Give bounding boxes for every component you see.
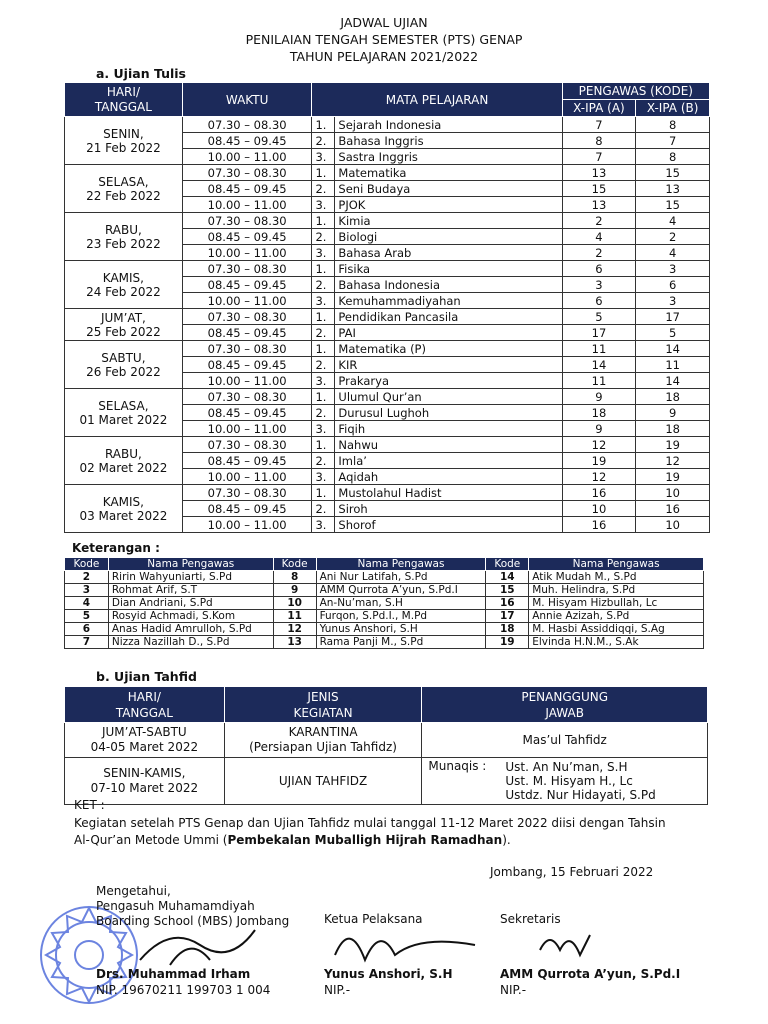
subject-cell: Siroh — [335, 501, 562, 517]
code-a-cell: 4 — [562, 229, 636, 245]
code-b-cell: 14 — [636, 373, 710, 389]
code-cell: 15 — [486, 584, 529, 597]
header-class-a: X-IPA (A) — [562, 100, 636, 117]
number-cell: 2. — [312, 405, 335, 421]
time-cell: 08.45 – 09.45 — [182, 501, 312, 517]
header-name: Nama Pengawas — [108, 558, 273, 571]
subject-cell: Biologi — [335, 229, 562, 245]
number-cell: 1. — [312, 341, 335, 357]
number-cell: 3. — [312, 197, 335, 213]
code-cell: 10 — [273, 597, 316, 610]
subject-cell: Kimia — [335, 213, 562, 229]
table-row — [65, 584, 704, 597]
number-cell: 1. — [312, 309, 335, 325]
code-b-cell: 9 — [636, 405, 710, 421]
time-cell: 07.30 – 08.30 — [182, 341, 312, 357]
name-cell: Atik Mudah M., S.Pd — [529, 571, 704, 584]
pic-cell — [422, 758, 708, 805]
code-cell: 8 — [273, 571, 316, 584]
number-cell: 3. — [312, 373, 335, 389]
document-title — [0, 14, 768, 65]
code-b-cell: 15 — [636, 197, 710, 213]
number-cell: 1. — [312, 261, 335, 277]
code-a-cell: 16 — [562, 485, 636, 501]
table-row — [65, 636, 704, 649]
code-a-cell: 2 — [562, 245, 636, 261]
day-cell: RABU, 23 Feb 2022 — [65, 213, 183, 261]
time-cell: 08.45 – 09.45 — [182, 181, 312, 197]
code-a-cell: 9 — [562, 389, 636, 405]
table-row — [65, 389, 710, 405]
name-cell: Anas Hadid Amrulloh, S.Pd — [108, 623, 273, 636]
subject-cell: Mustolahul Hadist — [335, 485, 562, 501]
time-cell: 08.45 – 09.45 — [182, 405, 312, 421]
number-cell: 3. — [312, 293, 335, 309]
kind-cell: KARANTINA (Persiapan Ujian Tahfidz) — [224, 723, 422, 758]
time-cell: 10.00 – 11.00 — [182, 149, 312, 165]
time-cell: 07.30 – 08.30 — [182, 437, 312, 453]
code-a-cell: 2 — [562, 213, 636, 229]
number-cell: 2. — [312, 133, 335, 149]
table-row — [65, 165, 710, 181]
time-cell: 10.00 – 11.00 — [182, 197, 312, 213]
header-day: HARI/ TANGGAL — [65, 83, 183, 117]
name-cell: Yunus Anshori, S.H — [316, 623, 486, 636]
header-name: Nama Pengawas — [529, 558, 704, 571]
day-cell: KAMIS, 24 Feb 2022 — [65, 261, 183, 309]
time-cell: 07.30 – 08.30 — [182, 389, 312, 405]
number-cell: 3. — [312, 421, 335, 437]
code-b-cell: 3 — [636, 293, 710, 309]
code-cell: 19 — [486, 636, 529, 649]
section-b-heading: b. Ujian Tahfid — [96, 669, 197, 684]
number-cell: 3. — [312, 469, 335, 485]
code-a-cell: 13 — [562, 165, 636, 181]
subject-cell: Sastra Inggris — [335, 149, 562, 165]
ket-line-2: Al-Qur’an Metode Ummi (Pembekalan Muballigh Hijrah Ramadhan). — [74, 833, 511, 847]
subject-cell: Durusul Lughoh — [335, 405, 562, 421]
code-b-cell: 12 — [636, 453, 710, 469]
number-cell: 3. — [312, 245, 335, 261]
table-row — [65, 571, 704, 584]
subject-cell: Fiqih — [335, 421, 562, 437]
code-cell: 5 — [65, 610, 109, 623]
section-a-heading: a. Ujian Tulis — [96, 66, 187, 81]
examiner-2: Ust. M. Hisyam H., Lc — [505, 774, 633, 788]
code-a-cell: 7 — [562, 117, 636, 133]
code-cell: 9 — [273, 584, 316, 597]
code-cell: 18 — [486, 623, 529, 636]
code-a-cell: 15 — [562, 181, 636, 197]
subject-cell: Pendidikan Pancasila — [335, 309, 562, 325]
time-cell: 10.00 – 11.00 — [182, 373, 312, 389]
name-cell: An-Nu’man, S.H — [316, 597, 486, 610]
subject-cell: Kemuhammadiyahan — [335, 293, 562, 309]
code-a-cell: 5 — [562, 309, 636, 325]
day-cell: KAMIS, 03 Maret 2022 — [65, 485, 183, 533]
name-cell: AMM Qurrota A’yun, S.Pd.I — [316, 584, 486, 597]
number-cell: 2. — [312, 453, 335, 469]
subject-cell: Fisika — [335, 261, 562, 277]
name-cell: Ririn Wahyuniarti, S.Pd — [108, 571, 273, 584]
header-day: HARI/ TANGGAL — [65, 687, 225, 723]
code-b-cell: 13 — [636, 181, 710, 197]
signature-right-icon — [530, 925, 600, 965]
time-cell: 07.30 – 08.30 — [182, 485, 312, 501]
number-cell: 3. — [312, 517, 335, 533]
time-cell: 10.00 – 11.00 — [182, 293, 312, 309]
time-cell: 08.45 – 09.45 — [182, 277, 312, 293]
ket-line-1: Kegiatan setelah PTS Genap dan Ujian Tahfidz mulai tanggal 11-12 Maret 2022 diisi dengan Tahsin — [74, 816, 666, 830]
time-cell: 10.00 – 11.00 — [182, 245, 312, 261]
table-row — [65, 485, 710, 501]
subject-cell: Matematika (P) — [335, 341, 562, 357]
subject-cell: Bahasa Indonesia — [335, 277, 562, 293]
kind-cell: UJIAN TAHFIDZ — [224, 758, 422, 805]
subject-cell: PAI — [335, 325, 562, 341]
number-cell: 1. — [312, 165, 335, 181]
time-cell: 08.45 – 09.45 — [182, 357, 312, 373]
time-cell: 07.30 – 08.30 — [182, 213, 312, 229]
table-row — [65, 341, 710, 357]
number-cell: 1. — [312, 485, 335, 501]
signer-left-nip: NIP. 19670211 199703 1 004 — [96, 983, 271, 997]
examiner-1: Ust. An Nu’man, S.H — [505, 760, 628, 774]
code-cell: 16 — [486, 597, 529, 610]
code-a-cell: 8 — [562, 133, 636, 149]
code-cell: 12 — [273, 623, 316, 636]
supervisor-table — [64, 557, 704, 649]
signer-right-name: AMM Qurrota A’yun, S.Pd.I — [500, 967, 681, 981]
code-b-cell: 8 — [636, 149, 710, 165]
name-cell: Annie Azizah, S.Pd — [529, 610, 704, 623]
code-b-cell: 11 — [636, 357, 710, 373]
day-cell: SENIN, 21 Feb 2022 — [65, 117, 183, 165]
signer-middle-nip: NIP.- — [324, 983, 351, 997]
examiner-3: Ustdz. Nur Hidayati, S.Pd — [505, 788, 656, 802]
name-cell: Nizza Nazillah D., S.Pd — [108, 636, 273, 649]
signer-left-name: Drs. Muhammad Irham — [96, 967, 251, 981]
munaqis-label: Munaqis : — [428, 759, 487, 773]
subject-cell: Imla’ — [335, 453, 562, 469]
time-cell: 07.30 – 08.30 — [182, 261, 312, 277]
number-cell: 2. — [312, 277, 335, 293]
code-b-cell: 14 — [636, 341, 710, 357]
table-row — [65, 309, 710, 325]
written-exam-table — [64, 82, 710, 533]
code-a-cell: 12 — [562, 437, 636, 453]
code-b-cell: 19 — [636, 437, 710, 453]
tahfid-table — [64, 686, 708, 805]
time-cell: 08.45 – 09.45 — [182, 453, 312, 469]
keterangan-label: Keterangan : — [72, 541, 160, 555]
code-a-cell: 9 — [562, 421, 636, 437]
table-row — [65, 597, 704, 610]
subject-cell: Aqidah — [335, 469, 562, 485]
code-a-cell: 18 — [562, 405, 636, 421]
code-b-cell: 7 — [636, 133, 710, 149]
code-cell: 11 — [273, 610, 316, 623]
code-a-cell: 11 — [562, 341, 636, 357]
code-a-cell: 7 — [562, 149, 636, 165]
name-cell: Rosyid Achmadi, S.Kom — [108, 610, 273, 623]
ket-label: KET : — [74, 798, 105, 812]
title-line-1: JADWAL UJIAN — [340, 15, 428, 30]
code-b-cell: 8 — [636, 117, 710, 133]
subject-cell: Bahasa Inggris — [335, 133, 562, 149]
table-row — [65, 610, 704, 623]
header-code: Kode — [486, 558, 529, 571]
title-line-2: PENILAIAN TENGAH SEMESTER (PTS) GENAP — [245, 32, 523, 47]
code-a-cell: 12 — [562, 469, 636, 485]
name-cell: Furqon, S.Pd.I., M.Pd — [316, 610, 486, 623]
code-b-cell: 3 — [636, 261, 710, 277]
signature-left: Mengetahui, Pengasuh Muhamamdiyah Boarding School (MBS) Jombang — [96, 884, 290, 928]
time-cell: 08.45 – 09.45 — [182, 325, 312, 341]
time-cell: 07.30 – 08.30 — [182, 309, 312, 325]
code-cell: 2 — [65, 571, 109, 584]
subject-cell: KIR — [335, 357, 562, 373]
code-b-cell: 4 — [636, 245, 710, 261]
ket-text — [74, 815, 714, 849]
pic-cell: Mas’ul Tahfidz — [422, 723, 708, 758]
schedule-body — [65, 117, 710, 533]
code-b-cell: 2 — [636, 229, 710, 245]
day-cell: SELASA, 01 Maret 2022 — [65, 389, 183, 437]
header-supervisor: PENGAWAS (KODE) — [562, 83, 709, 100]
header-code: Kode — [273, 558, 316, 571]
place-date: Jombang, 15 Februari 2022 — [490, 865, 654, 879]
name-cell: Rohmat Arif, S.T — [108, 584, 273, 597]
code-cell: 14 — [486, 571, 529, 584]
name-cell: Ani Nur Latifah, S.Pd — [316, 571, 486, 584]
number-cell: 2. — [312, 357, 335, 373]
subject-cell: Seni Budaya — [335, 181, 562, 197]
code-b-cell: 6 — [636, 277, 710, 293]
day-cell: JUM’AT-SABTU 04-05 Maret 2022 — [65, 723, 225, 758]
table-row — [65, 758, 708, 805]
subject-cell: Ulumul Qur’an — [335, 389, 562, 405]
code-b-cell: 18 — [636, 421, 710, 437]
table-row — [65, 723, 708, 758]
code-cell: 7 — [65, 636, 109, 649]
number-cell: 2. — [312, 501, 335, 517]
subject-cell: Sejarah Indonesia — [335, 117, 562, 133]
time-cell: 10.00 – 11.00 — [182, 421, 312, 437]
subject-cell: PJOK — [335, 197, 562, 213]
number-cell: 3. — [312, 149, 335, 165]
code-a-cell: 6 — [562, 293, 636, 309]
table-row — [65, 261, 710, 277]
name-cell: Dian Andriani, S.Pd — [108, 597, 273, 610]
time-cell: 08.45 – 09.45 — [182, 229, 312, 245]
number-cell: 2. — [312, 229, 335, 245]
header-time: WAKTU — [182, 83, 312, 117]
number-cell: 2. — [312, 181, 335, 197]
number-cell: 1. — [312, 213, 335, 229]
code-b-cell: 4 — [636, 213, 710, 229]
day-cell: SABTU, 26 Feb 2022 — [65, 341, 183, 389]
code-cell: 4 — [65, 597, 109, 610]
code-a-cell: 17 — [562, 325, 636, 341]
table-row — [65, 117, 710, 133]
header-name: Nama Pengawas — [316, 558, 486, 571]
code-a-cell: 6 — [562, 261, 636, 277]
code-b-cell: 10 — [636, 517, 710, 533]
number-cell: 1. — [312, 437, 335, 453]
subject-cell: Nahwu — [335, 437, 562, 453]
header-code: Kode — [65, 558, 109, 571]
day-cell: SENIN-KAMIS, 07-10 Maret 2022 — [65, 758, 225, 805]
time-cell: 08.45 – 09.45 — [182, 133, 312, 149]
code-b-cell: 19 — [636, 469, 710, 485]
code-b-cell: 10 — [636, 485, 710, 501]
name-cell: M. Hasbi Assiddiqqi, S.Ag — [529, 623, 704, 636]
number-cell: 1. — [312, 389, 335, 405]
time-cell: 10.00 – 11.00 — [182, 469, 312, 485]
time-cell: 07.30 – 08.30 — [182, 165, 312, 181]
code-b-cell: 5 — [636, 325, 710, 341]
subject-cell: Bahasa Arab — [335, 245, 562, 261]
number-cell: 2. — [312, 325, 335, 341]
subject-cell: Prakarya — [335, 373, 562, 389]
code-cell: 3 — [65, 584, 109, 597]
ket-bold: Pembekalan Muballigh Hijrah Ramadhan — [227, 833, 503, 847]
day-cell: RABU, 02 Maret 2022 — [65, 437, 183, 485]
time-cell: 10.00 – 11.00 — [182, 517, 312, 533]
code-a-cell: 19 — [562, 453, 636, 469]
signer-right-nip: NIP.- — [500, 983, 527, 997]
day-cell: SELASA, 22 Feb 2022 — [65, 165, 183, 213]
table-row — [65, 437, 710, 453]
code-a-cell: 11 — [562, 373, 636, 389]
code-cell: 6 — [65, 623, 109, 636]
code-b-cell: 18 — [636, 389, 710, 405]
table-row — [65, 213, 710, 229]
header-pic: PENANGGUNG JAWAB — [422, 687, 708, 723]
header-kind: JENIS KEGIATAN — [224, 687, 422, 723]
code-b-cell: 17 — [636, 309, 710, 325]
code-a-cell: 3 — [562, 277, 636, 293]
time-cell: 07.30 – 08.30 — [182, 117, 312, 133]
name-cell: Elvinda H.N.M., S.Ak — [529, 636, 704, 649]
code-a-cell: 14 — [562, 357, 636, 373]
code-a-cell: 13 — [562, 197, 636, 213]
table-row — [65, 623, 704, 636]
code-b-cell: 15 — [636, 165, 710, 181]
code-b-cell: 16 — [636, 501, 710, 517]
signature-middle-role: Ketua Pelaksana — [324, 912, 423, 926]
signature-right-role: Sekretaris — [500, 912, 561, 926]
code-a-cell: 16 — [562, 517, 636, 533]
name-cell: Rama Panji M., S.Pd — [316, 636, 486, 649]
header-class-b: X-IPA (B) — [636, 100, 710, 117]
name-cell: M. Hisyam Hizbullah, Lc — [529, 597, 704, 610]
supervisor-body — [65, 571, 704, 649]
name-cell: Muh. Helindra, S.Pd — [529, 584, 704, 597]
subject-cell: Shorof — [335, 517, 562, 533]
day-cell: JUM’AT, 25 Feb 2022 — [65, 309, 183, 341]
subject-cell: Matematika — [335, 165, 562, 181]
code-a-cell: 10 — [562, 501, 636, 517]
number-cell: 1. — [312, 117, 335, 133]
signer-middle-name: Yunus Anshori, S.H — [324, 967, 453, 981]
code-cell: 13 — [273, 636, 316, 649]
title-line-3: TAHUN PELAJARAN 2021/2022 — [289, 49, 479, 64]
header-subject: MATA PELAJARAN — [312, 83, 562, 117]
code-cell: 17 — [486, 610, 529, 623]
